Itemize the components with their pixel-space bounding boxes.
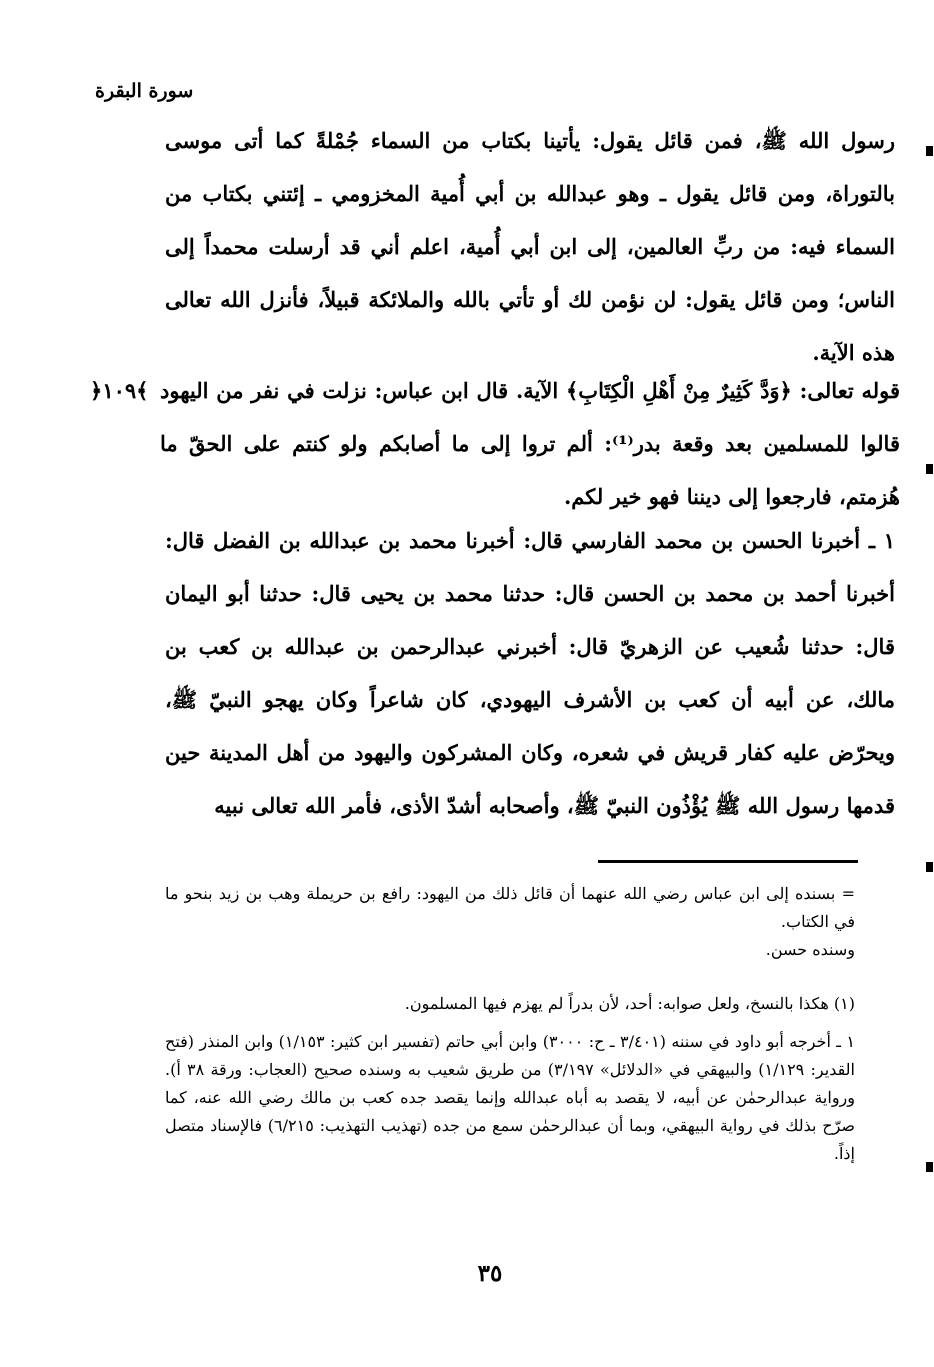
verse-paragraph xyxy=(160,364,900,523)
margin-mark xyxy=(926,862,933,872)
footnote-hadith-1: ١ ـ أخرجه أبو داود في سننه (٣/٤٠١ ـ ح: ٣٠٠٠) وابن أبي حاتم (تفسير ابن كثير: ١/١٥٣) وابن المنذر (فتح القدير: ١/١٢٩) والبيهقي في «الدلائل» ٣/١٩٧) من طريق شعيب به وسنده صحيح (العجاب: ورقة ٣٨ أ). ورواية عبدالرحمٰن عن أبيه، لا يقصد به أباه عبدالله وإنما يقصد جده كعب بن مالك رضي الله عنه، كما صرّح بذلك في رواية البيهقي، وبما أن عبدالرحمٰن سمع من جده (تهذيب التهذيب: ٦/٢١٥) فالإسناد متصل إذاً. xyxy=(165,1032,856,1163)
running-head: سورة البقرة xyxy=(95,80,194,102)
footnote-1: (١) هكذا بالنسخ، ولعل صوابه: أحد، لأن بدراً لم يهزم فيها المسلمون. xyxy=(404,994,855,1013)
verse-number: ﴿١٠٩﴾ xyxy=(90,378,149,403)
hadith-paragraph: ١ ـ أخبرنا الحسن بن محمد الفارسي قال: أخبرنا محمد بن عبدالله بن الفضل قال: أخبرنا أحمد بن محمد بن الحسن قال: حدثنا محمد بن يحيى قال: حدثنا أبو اليمان قال: حدثنا شُعيب عن الزهريّ قال: أخبرني عبدالرحمن بن عبدالله بن كعب بن مالك، عن أبيه أن كعب بن الأشرف اليهودي، كان شاعراً وكان يهجو النبيّ ﷺ، ويحرّض عليه كفار قريش في شعره، وكان المشركون واليهود من أهل المدينة حين قدمها رسول الله ﷺ يُؤْذُون النبيّ ﷺ، وأصحابه أشدّ الأذى، فأمر الله تعالى نبيه xyxy=(165,528,895,818)
footnote-continuation-grade: وسنده حسن. xyxy=(765,940,855,959)
footnote-separator xyxy=(598,860,858,863)
footnote-continuation xyxy=(165,880,855,964)
intro-paragraph: رسول الله ﷺ، فمن قائل يقول: يأتينا بكتاب من السماء جُمْلةً كما أتى موسى بالتوراة، ومن قائل يقول ـ وهو عبدالله بن أبي أُمية المخزومي ـ إئتني بكتاب من السماء فيه: من ربِّ العالمين، إلى ابن أبي أُمية، اعلم أني قد أرسلت محمداً إلى الناس؛ ومن قائل يقول: لن نؤمن لك أو تأتي بالله والملائكة قبيلاً، فأنزل الله تعالى هذه الآية. xyxy=(165,128,895,365)
footnote-continuation-text: = بسنده إلى ابن عباس رضي الله عنهما أن قائل ذلك من اليهود: رافع بن حريملة وهب بن زيد بنحو ما في الكتاب. xyxy=(165,884,855,931)
verse-text: قوله تعالى: ﴿وَدَّ كَثِيرٌ مِنْ أَهْلِ الْكِتَابِ﴾ الآية. قال ابن عباس: نزلت في نفر من اليهود قالوا للمسلمين بعد وقعة بدر⁽¹⁾: ألم تروا إلى ما أصابكم ولو كنتم على الحقّ ما هُزمتم، فارجعوا إلى ديننا فهو خير لكم. xyxy=(160,378,900,509)
margin-mark xyxy=(926,1162,933,1172)
margin-mark xyxy=(926,146,933,156)
page-number: ٣٥ xyxy=(477,1260,503,1287)
margin-mark xyxy=(926,464,933,474)
